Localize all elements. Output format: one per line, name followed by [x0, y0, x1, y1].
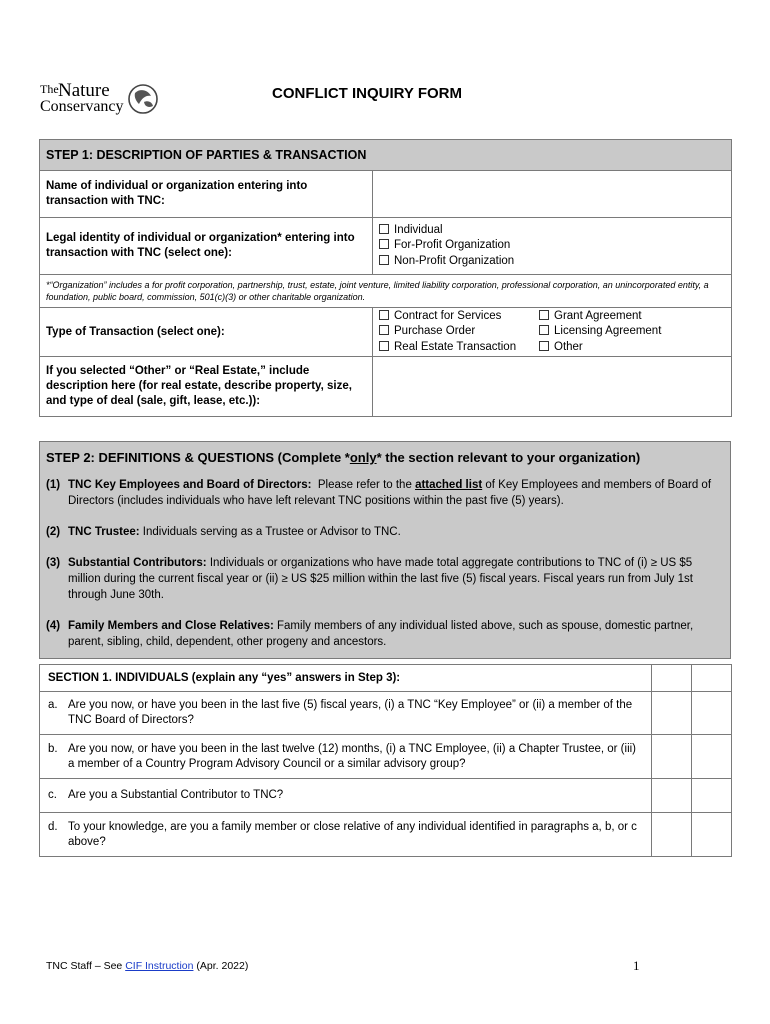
cif-instruction-link[interactable]: CIF Instruction: [125, 960, 194, 972]
other-description-field[interactable]: [373, 357, 732, 417]
checkbox-icon: [539, 325, 549, 335]
legal-identity-options: [373, 218, 732, 275]
option-individual[interactable]: Individual: [379, 223, 725, 239]
option-contract-services[interactable]: Contract for Services: [379, 309, 539, 325]
name-label: Name of individual or organization entering into transaction with TNC:: [40, 171, 373, 218]
option-purchase-order[interactable]: Purchase Order: [379, 324, 539, 340]
option-grant-agreement[interactable]: Grant Agreement: [539, 309, 642, 325]
no-column-header: [692, 665, 732, 692]
yes-cell[interactable]: [652, 813, 692, 857]
logo-text-nature: Nature: [58, 80, 110, 101]
yes-cell[interactable]: [652, 735, 692, 779]
step1-table: [39, 139, 732, 417]
checkbox-icon: [539, 341, 549, 351]
checkbox-icon: [379, 310, 389, 320]
other-description-label: If you selected “Other” or “Real Estate,” include description here (for real estate, describe property, size, and type of deal (sale, gift, lease, etc.)):: [40, 357, 373, 417]
transaction-type-options: [373, 308, 732, 357]
definition-4: (4) Family Members and Close Relatives: Family members of any individual listed above, such as spouse, domestic partner, parent, sibling, child, dependent, other progeny and ancestors.: [46, 620, 694, 648]
option-non-profit[interactable]: Non-Profit Organization: [379, 254, 725, 270]
no-cell[interactable]: [692, 735, 732, 779]
question-row: b. Are you now, or have you been in the last twelve (12) months, (i) a TNC Employee, (ii) a Chapter Trustee, or (iii) a member of a Country Program Advisory Council or a similar advisory group?: [40, 735, 652, 779]
section1-header: SECTION 1. INDIVIDUALS (explain any “yes” answers in Step 3):: [40, 665, 652, 692]
globe-leaf-icon: [126, 82, 160, 116]
checkbox-icon: [379, 325, 389, 335]
step2-header: STEP 2: DEFINITIONS & QUESTIONS (Complete *only* the section relevant to your organization): [46, 450, 641, 465]
yes-column-header: [652, 665, 692, 692]
question-row: d. To your knowledge, are you a family member or close relative of any individual identified in paragraphs a, b, or c above?: [40, 813, 652, 857]
section1-table: [39, 664, 732, 857]
definition-3: (3) Substantial Contributors: Individuals or organizations who have made total aggregate contributions to TNC of (i) ≥ US $5 million during the current fiscal year or (ii) ≥ US $25 million within the last five (5) fiscal years. Fiscal years run from July 1st through June 30th.: [46, 557, 693, 601]
step2-table: [39, 441, 731, 659]
footer-note: TNC Staff – See CIF Instruction (Apr. 2022): [46, 960, 249, 972]
no-cell[interactable]: [692, 813, 732, 857]
definition-2: (2) TNC Trustee: Individuals serving as a Trustee or Advisor to TNC.: [46, 526, 401, 538]
definition-1: (1) TNC Key Employees and Board of Directors: Please refer to the attached list of Key Employees and members of Board of Directors (includes individuals who have left relevant TNC positions within the past five (5) years).: [46, 479, 712, 507]
checkbox-icon: [539, 310, 549, 320]
form-title: CONFLICT INQUIRY FORM: [272, 85, 462, 102]
no-cell[interactable]: [692, 692, 732, 735]
page-number: 1: [633, 958, 640, 973]
tnc-logo: [40, 80, 162, 120]
checkbox-icon: [379, 224, 389, 234]
yes-cell[interactable]: [652, 779, 692, 813]
name-field[interactable]: [373, 171, 732, 218]
question-row: a. Are you now, or have you been in the last five (5) fiscal years, (i) a TNC “Key Employee” or (ii) a member of the TNC Board of Directors?: [40, 692, 652, 735]
no-cell[interactable]: [692, 779, 732, 813]
yes-cell[interactable]: [652, 692, 692, 735]
logo-text-conservancy: Conservancy: [40, 98, 124, 115]
step2-definitions: [40, 442, 731, 659]
attached-list-link[interactable]: attached list: [415, 479, 483, 491]
option-licensing-agreement[interactable]: Licensing Agreement: [539, 324, 661, 340]
logo-text-the: The: [40, 82, 59, 96]
option-real-estate[interactable]: Real Estate Transaction: [379, 340, 539, 356]
checkbox-icon: [379, 239, 389, 249]
checkbox-icon: [379, 341, 389, 351]
option-for-profit[interactable]: For-Profit Organization: [379, 238, 725, 254]
checkbox-icon: [379, 255, 389, 265]
question-row: c. Are you a Substantial Contributor to TNC?: [40, 779, 652, 813]
step1-header: STEP 1: DESCRIPTION OF PARTIES & TRANSACTION: [40, 140, 732, 171]
option-other[interactable]: Other: [539, 340, 583, 356]
legal-identity-label: Legal identity of individual or organization* entering into transaction with TNC (select one):: [40, 218, 373, 275]
transaction-type-label: Type of Transaction (select one):: [40, 308, 373, 357]
organization-note: *“Organization” includes a for profit corporation, partnership, trust, estate, joint venture, limited liability corporation, professional corporation, an unincorporated entity, a foundation, public board, commission, 501(c)(3) or other charitable organization.: [40, 275, 732, 308]
